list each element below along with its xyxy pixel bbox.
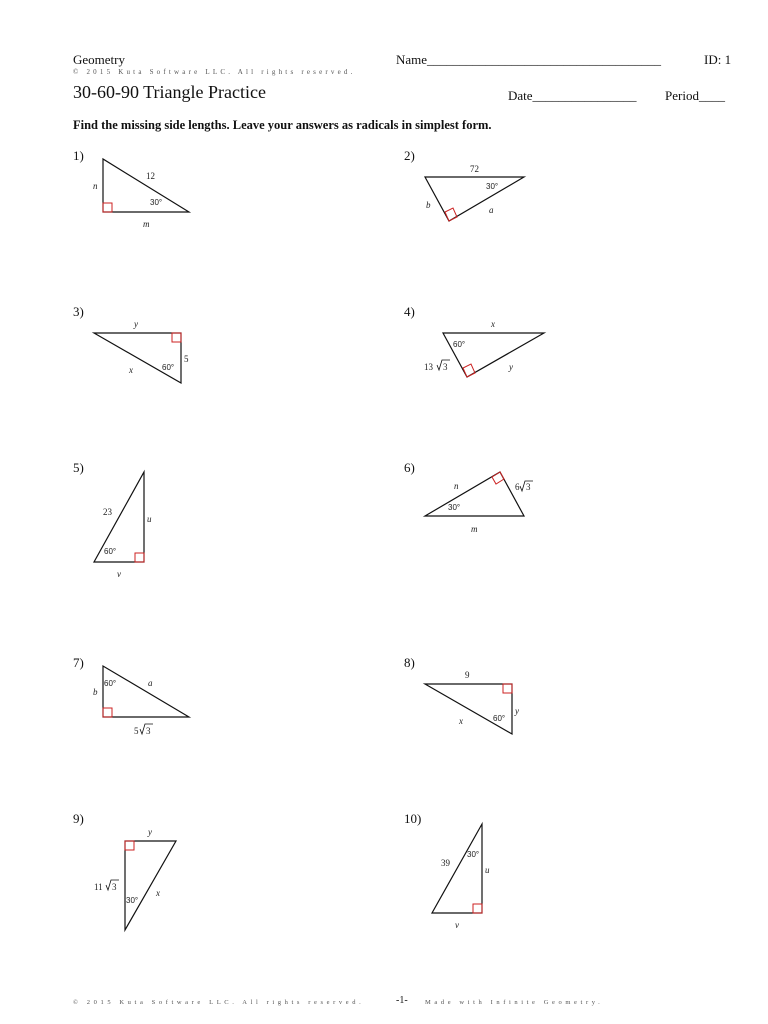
label-short: 6 [515, 482, 520, 492]
label-hyp: 12 [146, 171, 155, 181]
period-field[interactable]: Period____ [665, 88, 725, 103]
label-angle: 60° [453, 340, 466, 349]
label-leg-v: u [147, 514, 152, 524]
problem-number: 9) [73, 811, 84, 826]
label-hyp: 39 [441, 858, 450, 868]
problem-number: 10) [404, 811, 422, 826]
header-copyright: © 2015 Kuta Software LLC. All rights reserved. [73, 68, 356, 76]
label-top: 9 [465, 670, 470, 680]
label-right: y [515, 706, 519, 716]
label-top: x [491, 319, 495, 329]
name-field[interactable]: Name____________________________________ [396, 52, 662, 67]
label-leg-h: m [143, 219, 150, 229]
id-label: ID: 1 [704, 52, 732, 67]
label-long: y [509, 362, 513, 372]
label-top: y [134, 319, 138, 329]
label-angle: 30° [467, 850, 480, 859]
footer-made-with: Made with Infinite Geometry. [425, 999, 604, 1006]
label-leg-v: u [485, 865, 490, 875]
label-angle: 60° [162, 363, 175, 372]
problem-number: 2) [404, 148, 415, 163]
label-short: b [426, 200, 431, 210]
triangle-10 [432, 824, 490, 930]
label-hyp: 72 [470, 164, 479, 174]
label-leg-h: v [117, 569, 121, 579]
triangle-5 [94, 472, 152, 579]
label-leg-v: n [93, 181, 98, 191]
label-hyp: 23 [103, 507, 112, 517]
label-hyp: x [129, 365, 133, 375]
problem-number: 7) [73, 655, 84, 670]
triangle-8 [425, 670, 519, 734]
problem-number: 1) [73, 148, 84, 163]
footer-copyright: © 2015 Kuta Software LLC. All rights reserved. [73, 999, 365, 1006]
label-angle: 30° [126, 896, 139, 905]
triangle-1 [93, 159, 189, 229]
triangle-7 [93, 666, 189, 736]
triangle-9 [94, 827, 176, 930]
label-long: a [489, 205, 494, 215]
label-angle: 30° [150, 198, 163, 207]
instructions: Find the missing side lengths. Leave your answers as radicals in simplest form. [73, 118, 492, 132]
label-angle: 60° [104, 679, 117, 688]
label-leg-v: b [93, 687, 98, 697]
date-field[interactable]: Date________________ [508, 88, 637, 103]
problem-number: 5) [73, 460, 84, 475]
label-right: 5 [184, 354, 189, 364]
worksheet-title: 30-60-90 Triangle Practice [73, 82, 266, 102]
label-angle: 30° [486, 182, 499, 191]
triangle-3 [94, 319, 189, 383]
label-leg-h: 5 [134, 726, 139, 736]
label-angle: 30° [448, 503, 461, 512]
label-hyp: m [471, 524, 478, 534]
label-leg-v: 11 [94, 882, 103, 892]
label-top: y [148, 827, 152, 837]
label-short-rad: 3 [443, 362, 448, 372]
label-short-rad: 3 [526, 482, 531, 492]
label-short: 13 [424, 362, 433, 372]
label-angle: 60° [493, 714, 506, 723]
page-number: -1- [396, 995, 408, 1006]
problem-number: 3) [73, 304, 84, 319]
course-name: Geometry [73, 52, 125, 67]
label-leg-h: v [455, 920, 459, 930]
triangle-4 [424, 319, 544, 377]
triangle-6 [425, 472, 533, 534]
label-leg-h-rad: 3 [146, 726, 151, 736]
label-hyp: x [156, 888, 160, 898]
triangle-2 [425, 164, 524, 221]
label-hyp: x [459, 716, 463, 726]
label-leg-v-rad: 3 [112, 882, 117, 892]
problem-number: 6) [404, 460, 415, 475]
label-angle: 60° [104, 547, 117, 556]
problem-number: 8) [404, 655, 415, 670]
problem-number: 4) [404, 304, 415, 319]
label-hyp: a [148, 678, 153, 688]
label-long: n [454, 481, 459, 491]
